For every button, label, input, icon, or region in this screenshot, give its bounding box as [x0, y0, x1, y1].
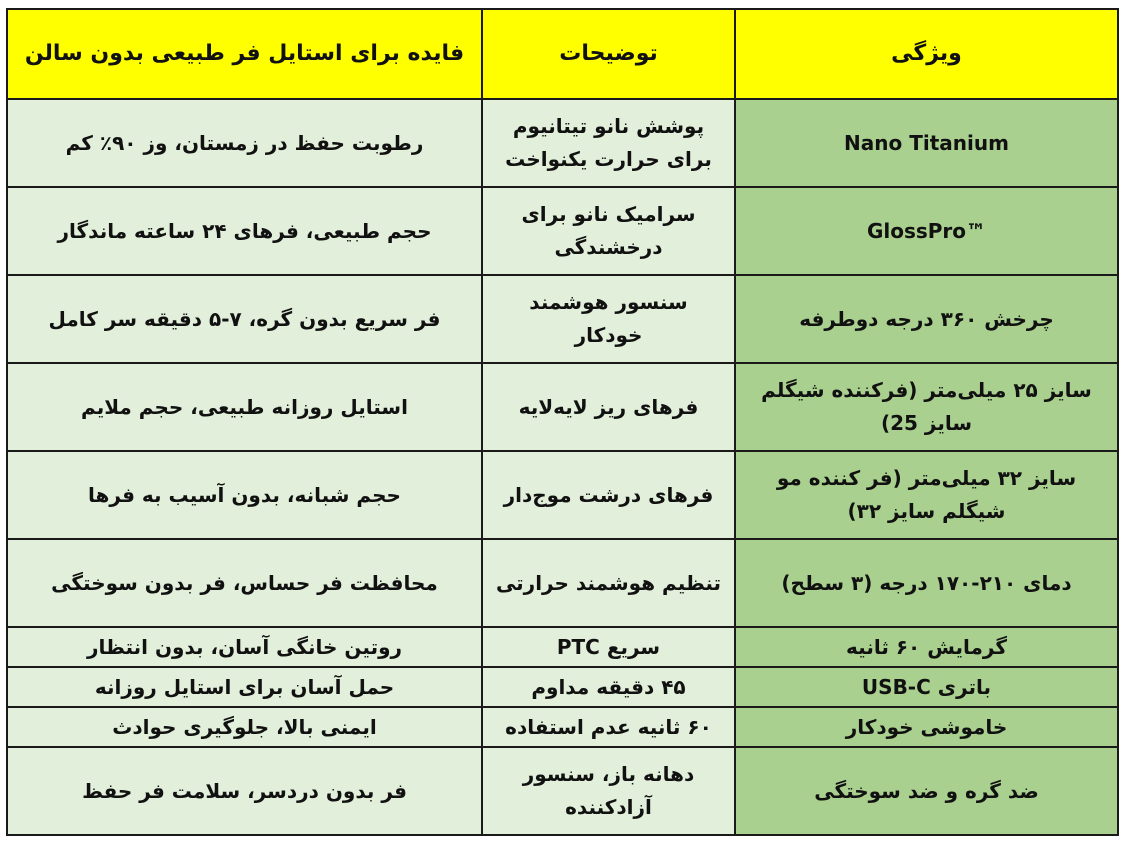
- benefit-cell: محافظت فر حساس، فر بدون سوختگی: [7, 539, 482, 627]
- description-cell: تنظیم هوشمند حرارتی: [482, 539, 735, 627]
- table-row: [7, 747, 1118, 835]
- feature-cell: سایز ۲۵ میلی‌متر (فرکننده شیگلم سایز 25): [735, 363, 1118, 451]
- table-row: [7, 707, 1118, 747]
- header-feature: ویژگی: [735, 9, 1118, 99]
- feature-cell: خاموشی خودکار: [735, 707, 1118, 747]
- benefit-cell: فر سریع بدون گره، ۷-۵ دقیقه سر کامل: [7, 275, 482, 363]
- benefit-cell: روتین خانگی آسان، بدون انتظار: [7, 627, 482, 667]
- description-cell: سنسور هوشمند خودکار: [482, 275, 735, 363]
- feature-cell: گرمایش ۶۰ ثانیه: [735, 627, 1118, 667]
- feature-cell: چرخش ۳۶۰ درجه دوطرفه: [735, 275, 1118, 363]
- benefit-cell: حمل آسان برای استایل روزانه: [7, 667, 482, 707]
- feature-cell: [735, 187, 1118, 275]
- benefit-cell: رطوبت حفظ در زمستان، وز ۹۰٪ کم: [7, 99, 482, 187]
- table-row: [7, 667, 1118, 707]
- features-table: [6, 8, 1119, 836]
- table-row: [7, 99, 1118, 187]
- table-row: [7, 363, 1118, 451]
- table-row: [7, 539, 1118, 627]
- feature-cell: ضد گره و ضد سوختگی: [735, 747, 1118, 835]
- table-row: [7, 187, 1118, 275]
- feature-cell: باتری USB-C: [735, 667, 1118, 707]
- description-cell: ۶۰ ثانیه عدم استفاده: [482, 707, 735, 747]
- benefit-cell: حجم شبانه، بدون آسیب به فرها: [7, 451, 482, 539]
- comparison-table-container: [6, 8, 1117, 836]
- feature-cell: دمای ۲۱۰-۱۷۰ درجه (۳ سطح): [735, 539, 1118, 627]
- description-cell: فرهای درشت موج‌دار: [482, 451, 735, 539]
- header-description: توضیحات: [482, 9, 735, 99]
- feature-text: GlossPro™: [866, 218, 987, 243]
- benefit-cell: ایمنی بالا، جلوگیری حوادث: [7, 707, 482, 747]
- table-row: [7, 451, 1118, 539]
- feature-cell: [735, 99, 1118, 187]
- table-row: [7, 627, 1118, 667]
- description-cell: سریع PTC: [482, 627, 735, 667]
- benefit-cell: استایل روزانه طبیعی، حجم ملایم: [7, 363, 482, 451]
- feature-text: Nano Titanium: [844, 130, 1009, 155]
- description-cell: فرهای ریز لایه‌لایه: [482, 363, 735, 451]
- header-benefit: فایده برای استایل فر طبیعی بدون سالن: [7, 9, 482, 99]
- benefit-cell: حجم طبیعی، فرهای ۲۴ ساعته ماندگار: [7, 187, 482, 275]
- description-cell: ۴۵ دقیقه مداوم: [482, 667, 735, 707]
- description-cell: سرامیک نانو برای درخشندگی: [482, 187, 735, 275]
- benefit-cell: فر بدون دردسر، سلامت فر حفظ: [7, 747, 482, 835]
- description-cell: دهانه باز، سنسور آزادکننده: [482, 747, 735, 835]
- table-row: [7, 275, 1118, 363]
- description-cell: پوشش نانو تیتانیوم برای حرارت یکنواخت: [482, 99, 735, 187]
- feature-cell: سایز ۳۲ میلی‌متر (فر کننده مو شیگلم سایز ۳۲): [735, 451, 1118, 539]
- table-header-row: [7, 9, 1118, 99]
